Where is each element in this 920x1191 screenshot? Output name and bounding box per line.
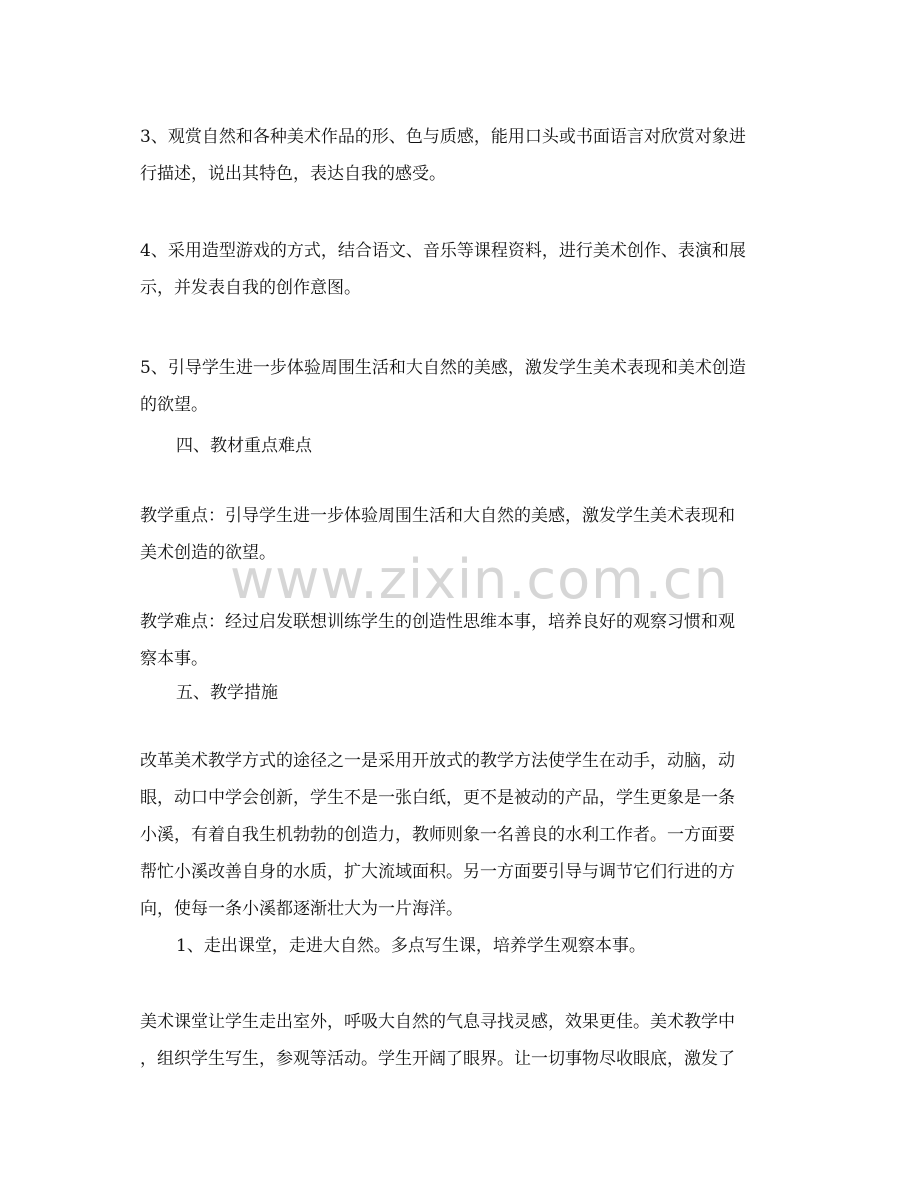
text-line: 教学难点：经过启发联想训练学生的创造性思维本事，培养良好的观察习惯和观 xyxy=(140,612,735,632)
text-line: 3、观赏自然和各种美术作品的形、色与质感，能用口头或书面语言对欣赏对象进 xyxy=(140,127,746,147)
section-heading-5: 五、教学措施 xyxy=(176,683,278,703)
text-line: 示，并发表自我的创作意图。 xyxy=(140,278,361,298)
text-line: 美术课堂让学生走出室外，呼吸大自然的气息寻找灵感，效果更佳。美术教学中 xyxy=(140,1012,735,1032)
paragraph-item-5 xyxy=(140,350,790,424)
watermark: www.zixin.com.cn xyxy=(230,548,729,611)
text-line: 向，使每一条小溪都逐渐壮大为一片海洋。 xyxy=(140,899,463,919)
paragraph-item-3 xyxy=(140,119,790,193)
text-line: 小溪，有着自我生机勃勃的创造力，教师则象一名善良的水利工作者。一方面要 xyxy=(140,825,735,845)
text-line: 4、采用造型游戏的方式，结合语文、音乐等课程资料，进行美术创作、表演和展 xyxy=(140,241,746,261)
text-line: ，组织学生写生，参观等活动。学生开阔了眼界。让一切事物尽收眼底，激发了 xyxy=(140,1049,735,1069)
paragraph-reform xyxy=(140,743,790,928)
text-line: 的欲望。 xyxy=(140,395,208,415)
text-line: 美术创造的欲望。 xyxy=(140,543,276,563)
section-heading-4: 四、教材重点难点 xyxy=(176,436,312,456)
text-line: 帮忙小溪改善自身的水质，扩大流域面积。另一方面要引导与调节它们行进的方 xyxy=(140,862,735,882)
paragraph-item-4 xyxy=(140,233,790,307)
subheading-item-1: 1、走出课堂，走进大自然。多点写生课，培养学生观察本事。 xyxy=(176,936,646,956)
paragraph-classroom xyxy=(140,1004,790,1078)
text-line: 教学重点：引导学生进一步体验周围生活和大自然的美感，激发学生美术表现和 xyxy=(140,506,735,526)
text-line: 察本事。 xyxy=(140,649,208,669)
paragraph-teaching-difficulty xyxy=(140,604,790,678)
text-line: 改革美术教学方式的途径之一是采用开放式的教学方法使学生在动手，动脑，动 xyxy=(140,751,735,771)
text-line: 5、引导学生进一步体验周围生活和大自然的美感，激发学生美术表现和美术创造 xyxy=(140,358,746,378)
text-line: 眼，动口中学会创新，学生不是一张白纸，更不是被动的产品，学生更象是一条 xyxy=(140,788,735,808)
text-line: 行描述，说出其特色，表达自我的感受。 xyxy=(140,164,446,184)
